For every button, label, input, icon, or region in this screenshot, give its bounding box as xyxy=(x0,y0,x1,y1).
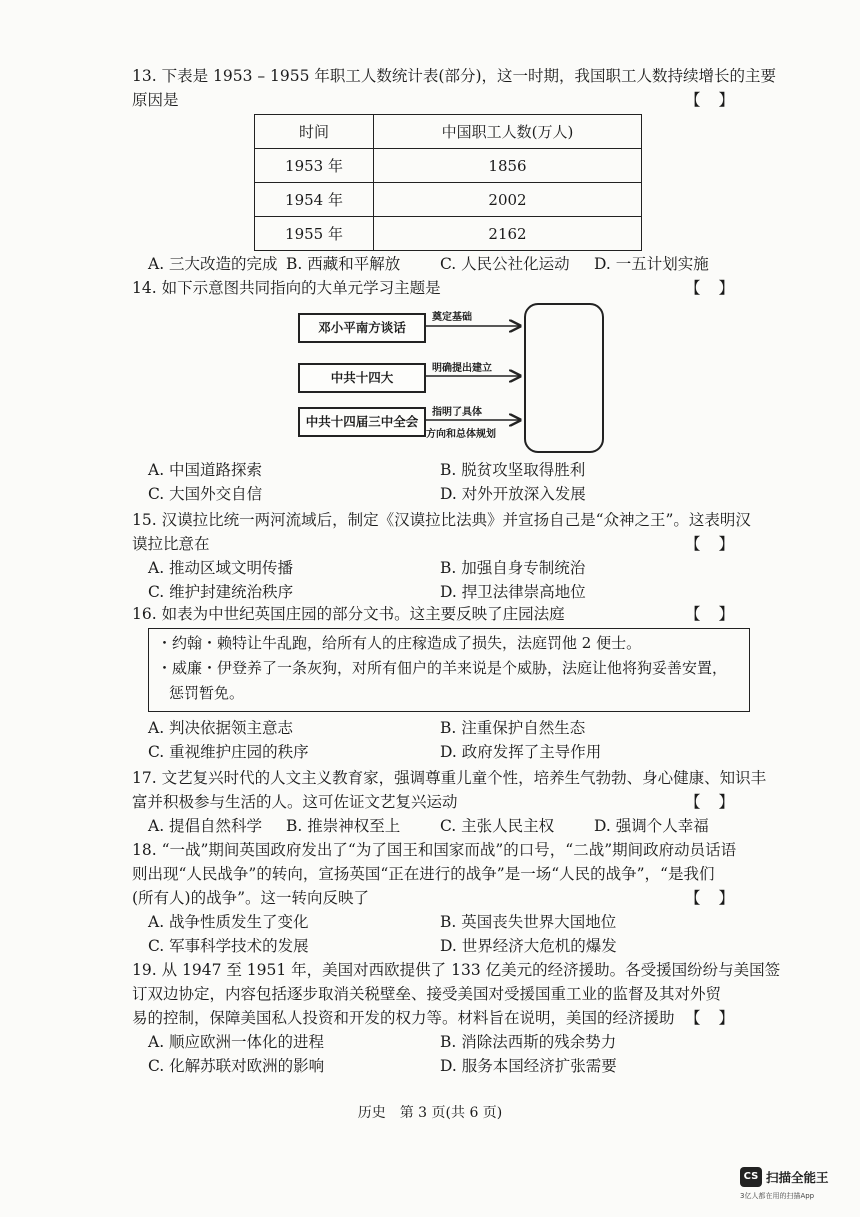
doc-line: ・约翰・赖特让牛乱跑，给所有人的庄稼造成了损失，法庭罚他 2 便士。 xyxy=(157,634,642,652)
answer-bracket: 【】 xyxy=(684,1009,752,1027)
option-b: B. 西藏和平解放 xyxy=(286,255,401,273)
option-a: A. 推动区域文明传播 xyxy=(148,559,294,577)
answer-bracket: 【】 xyxy=(684,279,752,297)
table-cell: 1954 年 xyxy=(255,183,374,217)
cs-logo-icon: CS xyxy=(740,1167,762,1187)
scanner-logo xyxy=(740,1167,850,1207)
option-d: D. 政府发挥了主导作用 xyxy=(440,743,602,761)
option-b: B. 注重保护自然生态 xyxy=(440,719,586,737)
arrow-label: 指明了具体 xyxy=(432,407,482,418)
option-b: B. 英国丧失世界大国地位 xyxy=(440,913,617,931)
option-a: A. 判决依据领主意志 xyxy=(148,719,294,737)
question-14 xyxy=(132,276,752,300)
q13-table xyxy=(254,114,642,251)
option-b: B. 加强自身专制统治 xyxy=(440,559,586,577)
scanner-app-tagline: 3亿人都在用的扫描App xyxy=(740,1192,815,1200)
option-a: A. 提倡自然科学 xyxy=(148,817,263,835)
q19-stem-line2: 订双边协定，内容包括逐步取消关税壁垒、接受美国对受援国重工业的监督及其对外贸 xyxy=(132,985,722,1003)
diagram-box-southern-talks: 邓小平南方谈话 xyxy=(298,313,426,343)
q17-stem-line1: 17. 文艺复兴时代的人文主义教育家，强调尊重儿童个性，培养生气勃勃、身心健康、知识丰 xyxy=(132,769,767,787)
q18-stem-line3: (所有人)的战争”。这一转向反映了 xyxy=(132,889,370,907)
q19-stem-line1: 19. 从 1947 至 1951 年，美国对西欧提供了 133 亿美元的经济援助。各受援国纷纷与美国签 xyxy=(132,961,781,979)
option-a: A. 顺应欧洲一体化的进程 xyxy=(148,1033,325,1051)
option-b: B. 脱贫攻坚取得胜利 xyxy=(440,461,586,479)
question-13 xyxy=(132,64,777,112)
question-16 xyxy=(132,602,752,626)
answer-bracket: 【】 xyxy=(684,889,752,907)
q14-stem-line1: 14. 如下示意图共同指向的大单元学习主题是 xyxy=(132,279,441,297)
option-a: A. 战争性质发生了变化 xyxy=(148,913,309,931)
option-b: B. 消除法西斯的残余势力 xyxy=(440,1033,617,1051)
option-d: D. 捍卫法律崇高地位 xyxy=(440,583,586,601)
option-c: C. 军事科学技术的发展 xyxy=(148,937,309,955)
doc-line: ・威廉・伊登养了一条灰狗，对所有佃户的羊来说是个威胁，法庭让他将狗妥善安置， xyxy=(157,659,728,677)
diagram-box-third-plenum: 中共十四届三中全会 xyxy=(298,407,426,437)
doc-line: 惩罚暂免。 xyxy=(169,684,245,702)
q16-stem-line1: 16. 如表为中世纪英国庄园的部分文书。这主要反映了庄园法庭 xyxy=(132,605,565,623)
option-d: D. 强调个人幸福 xyxy=(594,817,709,835)
option-c: C. 维护封建统治秩序 xyxy=(148,583,294,601)
table-row xyxy=(255,183,642,217)
q13-stem-line1: 13. 下表是 1953 – 1955 年职工人数统计表(部分)，这一时期，我国职工人数持续增长的主要 xyxy=(132,67,777,85)
option-c: C. 主张人民主权 xyxy=(440,817,555,835)
diagram-target-box xyxy=(524,303,604,453)
table-cell: 2002 xyxy=(374,183,642,217)
option-d: D. 世界经济大危机的爆发 xyxy=(440,937,617,955)
answer-bracket: 【】 xyxy=(684,793,752,811)
table-row xyxy=(255,149,642,183)
arrow-label: 方向和总体规划 xyxy=(426,429,496,440)
scanner-app-name: 扫描全能王 xyxy=(766,1170,829,1185)
question-17 xyxy=(132,766,767,814)
option-a: A. 中国道路探索 xyxy=(148,461,263,479)
option-d: D. 服务本国经济扩张需要 xyxy=(440,1057,617,1075)
table-cell: 2162 xyxy=(374,217,642,251)
table-row xyxy=(255,217,642,251)
option-c: C. 化解苏联对欧洲的影响 xyxy=(148,1057,325,1075)
table-header-cell: 中国职工人数(万人) xyxy=(374,115,642,149)
option-d: D. 对外开放深入发展 xyxy=(440,485,586,503)
table-header-row xyxy=(255,115,642,149)
table-cell: 1955 年 xyxy=(255,217,374,251)
q15-stem-line2: 谟拉比意在 xyxy=(132,535,210,553)
q14-diagram xyxy=(298,303,608,453)
q15-stem-line1: 15. 汉谟拉比统一两河流域后，制定《汉谟拉比法典》并宣扬自己是“众神之王”。这表明汉 xyxy=(132,511,751,529)
question-15 xyxy=(132,508,752,556)
table-cell: 1856 xyxy=(374,149,642,183)
table-cell: 1953 年 xyxy=(255,149,374,183)
option-c: C. 人民公社化运动 xyxy=(440,255,570,273)
table-header-cell: 时间 xyxy=(255,115,374,149)
q18-stem-line1: 18. “一战”期间英国政府发出了“为了国王和国家而战”的口号，“二战”期间政府动员话语 xyxy=(132,841,737,859)
answer-bracket: 【】 xyxy=(684,91,752,109)
q18-stem-line2: 则出现“人民战争”的转向，宣扬英国“正在进行的战争”是一场“人民的战争”，“是我们 xyxy=(132,865,715,883)
page-footer: 历史 第 3 页(共 6 页) xyxy=(357,1105,503,1121)
option-a: A. 三大改造的完成 xyxy=(148,255,278,273)
answer-bracket: 【】 xyxy=(684,605,752,623)
diagram-box-14th-congress: 中共十四大 xyxy=(298,363,426,393)
q16-document-box xyxy=(148,628,750,712)
arrow-label: 奠定基础 xyxy=(432,312,472,323)
arrow-label: 明确提出建立 xyxy=(432,363,492,374)
option-c: C. 重视维护庄园的秩序 xyxy=(148,743,309,761)
question-19 xyxy=(132,958,781,1030)
q19-stem-line3: 易的控制，保障美国私人投资和开发的权力等。材料旨在说明，美国的经济援助 xyxy=(132,1009,675,1027)
option-b: B. 推崇神权至上 xyxy=(286,817,401,835)
option-d: D. 一五计划实施 xyxy=(594,255,709,273)
answer-bracket: 【】 xyxy=(684,535,752,553)
q13-stem-line2: 原因是 xyxy=(132,91,179,109)
q17-stem-line2: 富并积极参与生活的人。这可佐证文艺复兴运动 xyxy=(132,793,458,811)
question-18 xyxy=(132,838,752,910)
option-c: C. 大国外交自信 xyxy=(148,485,263,503)
